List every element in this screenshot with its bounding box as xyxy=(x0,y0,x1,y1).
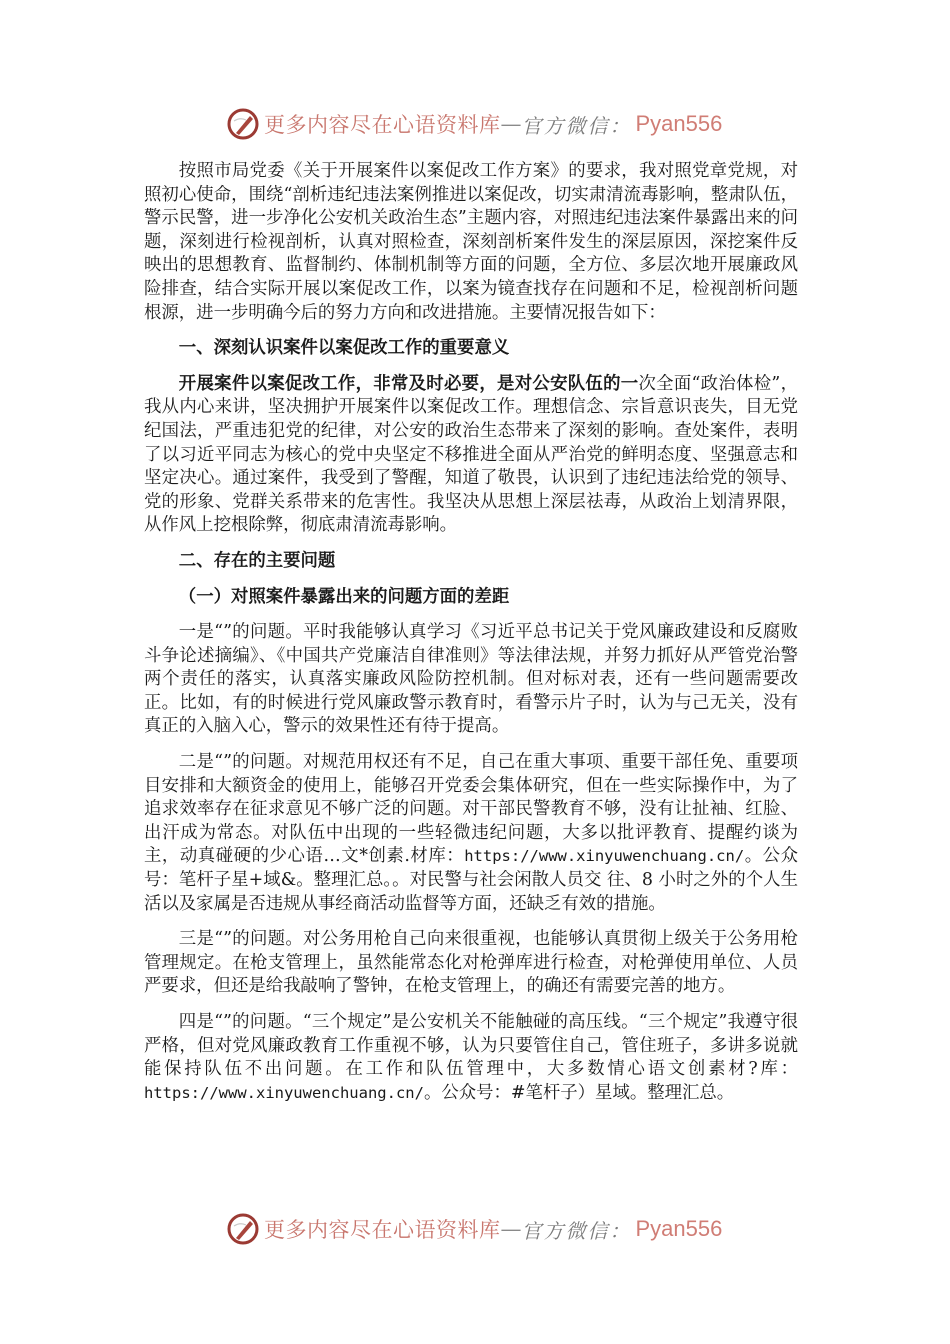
watermark-brand-text: 更多内容尽在心语资料库 xyxy=(264,113,501,137)
point-2-url: https://www.xinyuwenchuang.cn/ xyxy=(464,847,745,866)
point-4-paragraph xyxy=(144,1011,798,1105)
watermark-wechat-id: Pyan556 xyxy=(635,1216,723,1241)
watermark-wechat-label: 官方微信： xyxy=(521,113,632,138)
watermark-brand-text: 更多内容尽在心语资料库 xyxy=(264,1218,501,1242)
watermark-wechat-id: Pyan556 xyxy=(635,111,723,136)
section-1-paragraph xyxy=(144,373,798,538)
point-2-text-a: 二是“”的问题。对规范用权还有不足，自己在重大事项、重要干部任免、重要项目安排和大额资金的使用上，能够召开党委会集体研究，但在一些实际操作中，为了追求效率存在征求意见不够广泛的问题。对干部民警教育不够，没有让扯袖、红脸、出汗成为常态。对队伍中出现的一些轻微违纪问题，大多以批评教育、提醒约谈为主，动真碰硬的少心语…文*创素.材库： xyxy=(144,752,798,867)
point-4-text-b: 心语文创素材?库： xyxy=(627,1059,798,1080)
point-4-text-a: 四是“”的问题。“三个规定”是公安机关不能触碰的高压线。“三个规定”我遵守很严格，但对党风廉政教育工作重视不够，认为只要管住自己，管住班子，多讲多说就能保持队伍不出问题。在工作和队伍管理中，大多数情 xyxy=(144,1012,798,1080)
section-1-body: 次全面“政治体检”，我从内心来讲，坚决拥护开展案件以案促改工作。理想信念、宗旨意识丧失，目无党纪国法，严重违犯党的纪律，对公安的政治生态带来了深刻的影响。查处案件，表明了以习近平同志为核心的党中央坚定不移推进全面从严治党的鲜明态度、坚强意志和坚定决心。通过案件，我受到了警醒，知道了敬畏，认识到了违纪违法给党的领导、党的形象、党群关系带来的危害性。我坚决从思想上深层祛毒，从政治上划清界限，从作风上挖根除弊，彻底肃清流毒影响。 xyxy=(144,373,798,536)
watermark-dash: — xyxy=(500,1217,522,1241)
quill-pen-logo-icon xyxy=(226,1212,260,1246)
point-4-text-c: 。公众号：#笔杆子）星域。整理汇总。 xyxy=(423,1082,735,1103)
subsection-1-heading: （一）对照案件暴露出来的问题方面的差距 xyxy=(178,586,510,607)
point-4-url: https://www.xinyuwenchuang.cn/ xyxy=(144,1083,424,1102)
point-3-paragraph: 三是“”的问题。对公务用枪自己向来很重视，也能够认真贯彻上级关于公务用枪管理规定。在枪支管理上，虽然能常态化对枪弹库进行检查，对枪弹使用单位、人员严要求，但还是给我敲响了警钟，在枪支管理上，的确还有需要完善的地方。 xyxy=(144,929,798,997)
document-body xyxy=(144,160,798,1117)
watermark-banner-top xyxy=(226,104,722,144)
watermark-dash: — xyxy=(500,112,522,136)
section-1-lead: 开展案件以案促改工作，非常及时必要，是对公安队伍的一 xyxy=(178,373,639,394)
point-1-paragraph: 一是“”的问题。平时我能够认真学习《习近平总书记关于党风廉政建设和反腐败斗争论述摘编》、《中国共产党廉洁自律准则》等法律法规，并努力抓好从严管党治警两个责任的落实，认真落实廉政风险防控机制。但对标对表，还有一些问题需要改正。比如，有的时候进行党风廉政警示教育时，看警示片子时，认为与己无关，没有真正的入脑入心，警示的效果性还有待于提高。 xyxy=(144,622,798,737)
point-2-text-b: 。公众号：笔杆子星+域&。整理汇总。。对民警与社会闲散人员交 往、8 小时之外的个人生活以及家属是否违规从事经商活动监督等方面，还缺乏有效的措施。 xyxy=(144,846,798,914)
section-1-heading: 一、深刻认识案件以案促改工作的重要意义 xyxy=(178,338,510,359)
watermark-wechat-label: 官方微信： xyxy=(521,1218,632,1243)
watermark-banner-bottom xyxy=(226,1209,722,1249)
intro-paragraph: 按照市局党委《关于开展案件以案促改工作方案》的要求，我对照党章党规，对照初心使命，围绕“剖析违纪违法案例推进以案促改，切实肃清流毒影响，整肃队伍，警示民警，进一步净化公安机关政治生态”主题内容，对照违纪违法案件暴露出来的问题，深刻进行检视剖析，认真对照检查，深刻剖析案件发生的深层原因，深挖案件反映出的思想教育、监督制约、体制机制等方面的问题，全方位、多层次地开展廉政风险排查，结合实际开展以案促改工作，以案为镜查找存在问题和不足，检视剖析问题根源，进一步明确今后的努力方向和改进措施。主要情况报告如下： xyxy=(144,161,798,323)
point-2-paragraph xyxy=(144,751,798,916)
quill-pen-logo-icon xyxy=(226,107,260,141)
section-2-heading: 二、存在的主要问题 xyxy=(178,550,336,571)
